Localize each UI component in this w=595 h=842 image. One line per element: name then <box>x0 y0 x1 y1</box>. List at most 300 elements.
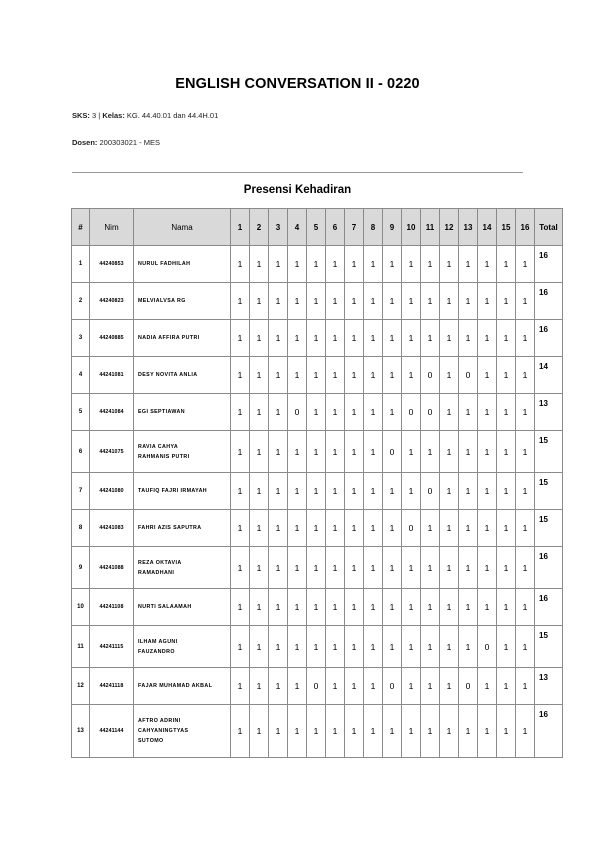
attendance-cell: 1 <box>269 320 288 357</box>
attendance-cell: 1 <box>421 320 440 357</box>
attendance-cell: 1 <box>307 320 326 357</box>
attendance-cell: 1 <box>345 283 364 320</box>
attendance-cell: 1 <box>383 283 402 320</box>
attendance-cell: 1 <box>440 320 459 357</box>
attendance-cell: 1 <box>231 320 250 357</box>
attendance-cell: 1 <box>478 431 497 473</box>
nim-cell: 44241081 <box>90 357 134 394</box>
attendance-cell: 1 <box>250 394 269 431</box>
attendance-cell: 1 <box>269 705 288 758</box>
attendance-cell: 1 <box>459 283 478 320</box>
attendance-cell: 1 <box>421 547 440 589</box>
attendance-cell: 1 <box>364 394 383 431</box>
attendance-cell: 1 <box>402 547 421 589</box>
attendance-cell: 1 <box>326 510 345 547</box>
nim-cell: 44240885 <box>90 320 134 357</box>
attendance-cell: 1 <box>288 510 307 547</box>
attendance-cell: 1 <box>231 246 250 283</box>
attendance-cell: 1 <box>269 547 288 589</box>
attendance-cell: 1 <box>497 547 516 589</box>
attendance-cell: 1 <box>459 394 478 431</box>
column-header: 13 <box>459 209 478 246</box>
attendance-cell: 0 <box>459 357 478 394</box>
attendance-cell: 1 <box>402 668 421 705</box>
attendance-cell: 1 <box>231 394 250 431</box>
attendance-cell: 1 <box>497 431 516 473</box>
column-header: Total <box>535 209 563 246</box>
attendance-cell: 1 <box>269 668 288 705</box>
attendance-cell: 1 <box>269 246 288 283</box>
attendance-cell: 1 <box>516 357 535 394</box>
attendance-cell: 1 <box>307 705 326 758</box>
attendance-cell: 1 <box>497 626 516 668</box>
attendance-cell: 1 <box>250 589 269 626</box>
attendance-cell: 1 <box>364 626 383 668</box>
attendance-cell: 1 <box>364 589 383 626</box>
attendance-cell: 1 <box>269 283 288 320</box>
attendance-cell: 1 <box>459 246 478 283</box>
attendance-cell: 1 <box>497 705 516 758</box>
column-header: 3 <box>269 209 288 246</box>
attendance-cell: 1 <box>440 283 459 320</box>
attendance-cell: 1 <box>478 394 497 431</box>
course-title: ENGLISH CONVERSATION II - 0220 <box>175 76 420 92</box>
column-header: 6 <box>326 209 345 246</box>
attendance-cell: 1 <box>288 547 307 589</box>
row-number-cell: 10 <box>72 589 90 626</box>
attendance-cell: 0 <box>421 357 440 394</box>
attendance-cell: 1 <box>383 589 402 626</box>
attendance-cell: 1 <box>250 473 269 510</box>
attendance-cell: 1 <box>250 510 269 547</box>
column-header: 8 <box>364 209 383 246</box>
attendance-cell: 1 <box>516 668 535 705</box>
attendance-cell: 1 <box>345 589 364 626</box>
attendance-cell: 1 <box>364 246 383 283</box>
attendance-cell: 1 <box>516 394 535 431</box>
total-cell: 15 <box>535 431 563 473</box>
attendance-cell: 1 <box>421 589 440 626</box>
row-number-cell: 2 <box>72 283 90 320</box>
nim-cell: 44241083 <box>90 510 134 547</box>
attendance-cell: 1 <box>478 246 497 283</box>
attendance-cell: 0 <box>421 473 440 510</box>
attendance-cell: 1 <box>307 394 326 431</box>
attendance-cell: 1 <box>269 394 288 431</box>
attendance-cell: 1 <box>383 705 402 758</box>
attendance-cell: 1 <box>440 473 459 510</box>
table-body <box>72 246 563 758</box>
attendance-cell: 1 <box>231 473 250 510</box>
attendance-cell: 1 <box>459 705 478 758</box>
attendance-cell: 1 <box>250 547 269 589</box>
table-row <box>72 473 563 510</box>
column-header: 15 <box>497 209 516 246</box>
table-row <box>72 668 563 705</box>
attendance-cell: 0 <box>421 394 440 431</box>
table-row <box>72 547 563 589</box>
student-name-cell: MELVIALVSA RG <box>134 283 231 320</box>
attendance-cell: 1 <box>288 357 307 394</box>
attendance-cell: 1 <box>307 626 326 668</box>
attendance-cell: 1 <box>497 668 516 705</box>
student-name-cell: TAUFIQ FAJRI IRMAYAH <box>134 473 231 510</box>
total-cell: 15 <box>535 626 563 668</box>
attendance-cell: 1 <box>516 705 535 758</box>
nim-cell: 44240853 <box>90 246 134 283</box>
attendance-cell: 1 <box>307 510 326 547</box>
kelas-value: KG. 44.40.01 dan 44.4H.01 <box>126 111 219 120</box>
attendance-cell: 1 <box>402 705 421 758</box>
attendance-cell: 1 <box>288 320 307 357</box>
attendance-cell: 1 <box>364 510 383 547</box>
attendance-cell: 1 <box>383 320 402 357</box>
attendance-cell: 1 <box>497 283 516 320</box>
attendance-cell: 1 <box>288 589 307 626</box>
attendance-cell: 1 <box>440 705 459 758</box>
attendance-cell: 1 <box>231 668 250 705</box>
attendance-cell: 1 <box>326 283 345 320</box>
attendance-cell: 1 <box>231 357 250 394</box>
attendance-cell: 1 <box>288 473 307 510</box>
row-number-cell: 13 <box>72 705 90 758</box>
dosen-value: 200303021 - MES <box>99 138 160 147</box>
total-cell: 14 <box>535 357 563 394</box>
attendance-cell: 1 <box>364 431 383 473</box>
attendance-cell: 1 <box>478 283 497 320</box>
attendance-cell: 1 <box>250 283 269 320</box>
attendance-cell: 1 <box>345 510 364 547</box>
attendance-cell: 1 <box>383 626 402 668</box>
student-name-cell: EGI SEPTIAWAN <box>134 394 231 431</box>
attendance-cell: 1 <box>421 431 440 473</box>
total-cell: 16 <box>535 705 563 758</box>
attendance-cell: 1 <box>326 320 345 357</box>
sks-value: 3 <box>92 111 97 120</box>
attendance-cell: 1 <box>516 246 535 283</box>
column-header: 9 <box>383 209 402 246</box>
attendance-cell: 1 <box>383 394 402 431</box>
attendance-cell: 1 <box>383 547 402 589</box>
attendance-cell: 1 <box>440 431 459 473</box>
column-header: 16 <box>516 209 535 246</box>
attendance-cell: 1 <box>402 357 421 394</box>
attendance-cell: 1 <box>269 589 288 626</box>
attendance-cell: 1 <box>326 705 345 758</box>
column-header: 11 <box>421 209 440 246</box>
attendance-cell: 1 <box>364 283 383 320</box>
column-header: 7 <box>345 209 364 246</box>
attendance-cell: 1 <box>421 626 440 668</box>
attendance-cell: 1 <box>497 394 516 431</box>
nim-cell: 44240823 <box>90 283 134 320</box>
row-number-cell: 5 <box>72 394 90 431</box>
table-header-row <box>72 209 563 246</box>
attendance-table <box>71 208 563 758</box>
student-name-cell: NADIA AFFIRA PUTRI <box>134 320 231 357</box>
nim-cell: 44241084 <box>90 394 134 431</box>
nim-cell: 44241115 <box>90 626 134 668</box>
attendance-cell: 1 <box>364 547 383 589</box>
nim-cell: 44241144 <box>90 705 134 758</box>
student-name-cell: REZA OKTAVIA RAMADHANI <box>134 547 231 589</box>
attendance-cell: 1 <box>402 431 421 473</box>
column-header: Nim <box>90 209 134 246</box>
row-number-cell: 6 <box>72 431 90 473</box>
attendance-cell: 1 <box>250 705 269 758</box>
student-name-cell: DESY NOVITA ANLIA <box>134 357 231 394</box>
table-row <box>72 283 563 320</box>
attendance-cell: 1 <box>440 357 459 394</box>
attendance-cell: 1 <box>383 510 402 547</box>
attendance-cell: 1 <box>364 705 383 758</box>
attendance-cell: 1 <box>326 431 345 473</box>
column-header: 2 <box>250 209 269 246</box>
attendance-cell: 1 <box>307 357 326 394</box>
total-cell: 16 <box>535 547 563 589</box>
total-cell: 15 <box>535 473 563 510</box>
attendance-cell: 1 <box>497 357 516 394</box>
attendance-cell: 1 <box>478 357 497 394</box>
attendance-cell: 1 <box>326 589 345 626</box>
attendance-cell: 1 <box>269 473 288 510</box>
nim-cell: 44241080 <box>90 473 134 510</box>
attendance-cell: 1 <box>440 394 459 431</box>
nim-cell: 44241088 <box>90 547 134 589</box>
row-number-cell: 12 <box>72 668 90 705</box>
student-name-cell: AFTRO ADRINI CAHYANINGTYAS SUTOMO <box>134 705 231 758</box>
attendance-cell: 1 <box>326 473 345 510</box>
student-name-cell: NURTI SALAAMAH <box>134 589 231 626</box>
attendance-cell: 1 <box>231 589 250 626</box>
attendance-cell: 1 <box>345 473 364 510</box>
attendance-cell: 1 <box>231 510 250 547</box>
attendance-cell: 1 <box>364 473 383 510</box>
attendance-cell: 1 <box>288 283 307 320</box>
attendance-cell: 1 <box>307 431 326 473</box>
attendance-cell: 1 <box>269 510 288 547</box>
attendance-cell: 1 <box>440 668 459 705</box>
attendance-cell: 1 <box>459 626 478 668</box>
attendance-cell: 1 <box>478 547 497 589</box>
row-number-cell: 4 <box>72 357 90 394</box>
total-cell: 16 <box>535 320 563 357</box>
column-header: 10 <box>402 209 421 246</box>
attendance-cell: 1 <box>459 510 478 547</box>
attendance-cell: 0 <box>402 394 421 431</box>
attendance-cell: 1 <box>231 547 250 589</box>
column-header: 4 <box>288 209 307 246</box>
row-number-cell: 9 <box>72 547 90 589</box>
column-header: 12 <box>440 209 459 246</box>
attendance-cell: 1 <box>345 431 364 473</box>
attendance-cell: 1 <box>402 626 421 668</box>
row-number-cell: 8 <box>72 510 90 547</box>
attendance-cell: 1 <box>345 246 364 283</box>
attendance-cell: 1 <box>288 626 307 668</box>
table-row <box>72 705 563 758</box>
attendance-cell: 1 <box>440 589 459 626</box>
attendance-cell: 1 <box>516 431 535 473</box>
attendance-cell: 1 <box>345 394 364 431</box>
attendance-cell: 1 <box>383 357 402 394</box>
attendance-cell: 1 <box>326 547 345 589</box>
attendance-cell: 0 <box>383 668 402 705</box>
column-header: 5 <box>307 209 326 246</box>
table-row <box>72 320 563 357</box>
attendance-cell: 1 <box>307 283 326 320</box>
nim-cell: 44241118 <box>90 668 134 705</box>
attendance-cell: 1 <box>250 626 269 668</box>
attendance-cell: 1 <box>383 473 402 510</box>
attendance-cell: 1 <box>288 668 307 705</box>
attendance-cell: 1 <box>440 510 459 547</box>
column-header: 1 <box>231 209 250 246</box>
attendance-cell: 1 <box>250 246 269 283</box>
attendance-cell: 1 <box>345 320 364 357</box>
attendance-cell: 1 <box>269 431 288 473</box>
attendance-cell: 1 <box>250 431 269 473</box>
attendance-cell: 1 <box>364 357 383 394</box>
attendance-cell: 1 <box>516 320 535 357</box>
student-name-cell: FAHRI AZIS SAPUTRA <box>134 510 231 547</box>
attendance-cell: 1 <box>326 246 345 283</box>
attendance-cell: 1 <box>497 589 516 626</box>
attendance-cell: 1 <box>440 547 459 589</box>
attendance-cell: 1 <box>478 510 497 547</box>
attendance-cell: 1 <box>402 589 421 626</box>
attendance-cell: 1 <box>250 357 269 394</box>
attendance-cell: 1 <box>345 668 364 705</box>
attendance-cell: 1 <box>231 431 250 473</box>
student-name-cell: RAVIA CAHYA RAHMANIS PUTRI <box>134 431 231 473</box>
attendance-cell: 1 <box>269 626 288 668</box>
total-cell: 16 <box>535 283 563 320</box>
attendance-cell: 1 <box>516 473 535 510</box>
attendance-cell: 1 <box>288 705 307 758</box>
attendance-cell: 1 <box>421 283 440 320</box>
section-title: Presensi Kehadiran <box>243 184 352 196</box>
attendance-cell: 1 <box>345 705 364 758</box>
total-cell: 13 <box>535 668 563 705</box>
attendance-cell: 1 <box>516 510 535 547</box>
attendance-cell: 1 <box>231 626 250 668</box>
divider <box>72 172 523 173</box>
table-row <box>72 589 563 626</box>
attendance-cell: 1 <box>383 246 402 283</box>
attendance-cell: 1 <box>402 246 421 283</box>
attendance-cell: 0 <box>402 510 421 547</box>
attendance-cell: 1 <box>288 431 307 473</box>
attendance-cell: 1 <box>402 320 421 357</box>
attendance-cell: 0 <box>383 431 402 473</box>
attendance-cell: 1 <box>326 357 345 394</box>
attendance-cell: 1 <box>231 283 250 320</box>
attendance-cell: 1 <box>345 357 364 394</box>
attendance-cell: 1 <box>459 431 478 473</box>
attendance-cell: 1 <box>478 705 497 758</box>
attendance-cell: 1 <box>326 394 345 431</box>
attendance-cell: 0 <box>459 668 478 705</box>
attendance-cell: 1 <box>497 510 516 547</box>
student-name-cell: FAJAR MUHAMAD AKBAL <box>134 668 231 705</box>
attendance-cell: 1 <box>250 320 269 357</box>
table-row <box>72 626 563 668</box>
total-cell: 16 <box>535 589 563 626</box>
attendance-cell: 1 <box>307 246 326 283</box>
attendance-cell: 1 <box>459 547 478 589</box>
attendance-cell: 1 <box>516 589 535 626</box>
student-name-cell: ILHAM AGUNI FAUZANDRO <box>134 626 231 668</box>
attendance-cell: 1 <box>402 473 421 510</box>
dosen-label: Dosen <box>72 138 95 147</box>
attendance-cell: 1 <box>307 473 326 510</box>
attendance-cell: 1 <box>269 357 288 394</box>
table-row <box>72 431 563 473</box>
attendance-cell: 1 <box>497 473 516 510</box>
attendance-cell: 1 <box>497 320 516 357</box>
total-cell: 16 <box>535 246 563 283</box>
attendance-cell: 1 <box>478 589 497 626</box>
attendance-cell: 1 <box>364 320 383 357</box>
attendance-cell: 1 <box>288 246 307 283</box>
attendance-cell: 1 <box>478 668 497 705</box>
attendance-cell: 1 <box>516 547 535 589</box>
attendance-cell: 1 <box>364 668 383 705</box>
attendance-cell: 1 <box>459 320 478 357</box>
attendance-cell: 0 <box>288 394 307 431</box>
attendance-cell: 1 <box>307 589 326 626</box>
attendance-cell: 0 <box>478 626 497 668</box>
attendance-cell: 1 <box>459 589 478 626</box>
attendance-cell: 1 <box>440 246 459 283</box>
attendance-cell: 1 <box>231 705 250 758</box>
column-header: 14 <box>478 209 497 246</box>
attendance-cell: 1 <box>250 668 269 705</box>
attendance-cell: 1 <box>497 246 516 283</box>
table-row <box>72 510 563 547</box>
attendance-cell: 1 <box>345 626 364 668</box>
attendance-cell: 1 <box>478 320 497 357</box>
row-number-cell: 1 <box>72 246 90 283</box>
column-header: # <box>72 209 90 246</box>
attendance-cell: 1 <box>440 626 459 668</box>
attendance-cell: 1 <box>326 626 345 668</box>
total-cell: 15 <box>535 510 563 547</box>
attendance-cell: 1 <box>307 547 326 589</box>
attendance-cell: 1 <box>402 283 421 320</box>
attendance-cell: 1 <box>345 547 364 589</box>
row-number-cell: 11 <box>72 626 90 668</box>
attendance-cell: 1 <box>459 473 478 510</box>
total-cell: 13 <box>535 394 563 431</box>
attendance-cell: 1 <box>478 473 497 510</box>
column-header: Nama <box>134 209 231 246</box>
table-row <box>72 357 563 394</box>
attendance-cell: 0 <box>307 668 326 705</box>
student-name-cell: NURUL FADHILAH <box>134 246 231 283</box>
lecturer-info: Dosen: 200303021 - MES <box>72 138 160 147</box>
nim-cell: 44241108 <box>90 589 134 626</box>
row-number-cell: 3 <box>72 320 90 357</box>
row-number-cell: 7 <box>72 473 90 510</box>
attendance-cell: 1 <box>326 668 345 705</box>
attendance-cell: 1 <box>421 705 440 758</box>
attendance-cell: 1 <box>516 626 535 668</box>
attendance-cell: 1 <box>421 668 440 705</box>
table-row <box>72 394 563 431</box>
table-row <box>72 246 563 283</box>
